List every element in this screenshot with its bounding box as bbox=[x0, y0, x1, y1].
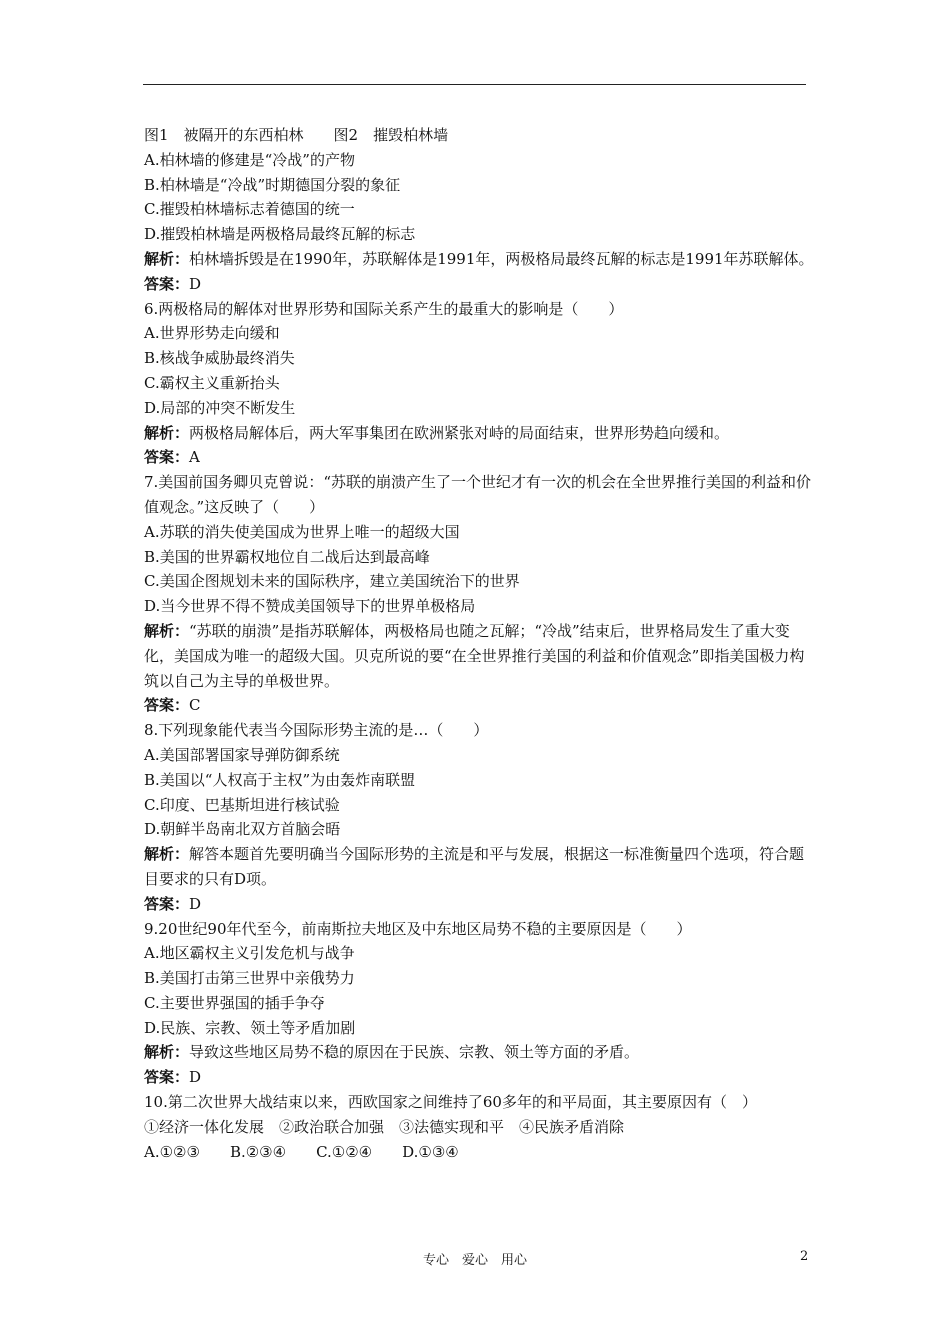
option-d: D.局部的冲突不断发生 bbox=[144, 398, 296, 417]
figure-caption: 图1 被隔开的东西柏林 图2 摧毁柏林墙 bbox=[144, 126, 449, 144]
question-8 bbox=[144, 718, 816, 916]
answer-label: 答案： bbox=[144, 448, 190, 467]
option-d: D.当今世界不得不赞成美国领导下的世界单极格局 bbox=[144, 597, 476, 616]
analysis bbox=[144, 247, 816, 272]
option-a: A.柏林墙的修建是“冷战”的产物 bbox=[144, 150, 355, 169]
question-6 bbox=[144, 297, 816, 471]
answer-value: D bbox=[189, 894, 202, 913]
option-d: D.朝鲜半岛南北双方首脑会晤 bbox=[144, 820, 341, 839]
option-b: B.美国以“人权高于主权”为由轰炸南联盟 bbox=[144, 770, 416, 789]
question-choices: A.①②③ B.②③④ C.①②④ D.①③④ bbox=[144, 1142, 459, 1161]
question-stem: 10.第二次世界大战结束以来，西欧国家之间维持了60多年的和平局面，其主要原因有（ ） bbox=[144, 1093, 757, 1112]
option-c: C.印度、巴基斯坦进行核试验 bbox=[144, 795, 340, 814]
analysis-label: 解析： bbox=[144, 1043, 190, 1062]
question-7 bbox=[144, 470, 816, 718]
answer bbox=[144, 1065, 816, 1090]
option-a: A.世界形势走向缓和 bbox=[144, 324, 280, 343]
answer-label: 答案： bbox=[144, 1068, 190, 1087]
analysis bbox=[144, 421, 816, 446]
analysis-label: 解析： bbox=[144, 423, 190, 442]
answer-value: C bbox=[189, 696, 201, 715]
answer bbox=[144, 892, 816, 917]
option-b: B.核战争威胁最终消失 bbox=[144, 349, 295, 368]
analysis bbox=[144, 842, 816, 892]
question-stem: 9.20世纪90年代至今，前南斯拉夫地区及中东地区局势不稳的主要原因是（ ） bbox=[144, 919, 692, 938]
option-c: C.美国企图规划未来的国际秩序，建立美国统治下的世界 bbox=[144, 572, 520, 591]
analysis bbox=[144, 619, 816, 693]
answer-label: 答案： bbox=[144, 894, 190, 913]
answer-value: D bbox=[189, 1068, 202, 1087]
option-b: B.美国打击第三世界中亲俄势力 bbox=[144, 969, 355, 988]
option-a: A.地区霸权主义引发危机与战争 bbox=[144, 944, 355, 963]
analysis bbox=[144, 1040, 816, 1065]
option-d: D.民族、宗教、领土等矛盾加剧 bbox=[144, 1018, 356, 1037]
option-b: B.美国的世界霸权地位自二战后达到最高峰 bbox=[144, 547, 430, 566]
question-stem: 6.两极格局的解体对世界形势和国际关系产生的最重大的影响是（ ） bbox=[144, 299, 624, 318]
header-rule bbox=[143, 84, 806, 85]
option-c: C.摧毁柏林墙标志着德国的统一 bbox=[144, 200, 355, 219]
option-c: C.霸权主义重新抬头 bbox=[144, 373, 280, 392]
question-stem: 7.美国前国务卿贝克曾说：“苏联的崩溃产生了一个世纪才有一次的机会在全世界推行美国的利益和价值观念。”这反映了（ ） bbox=[144, 473, 811, 516]
answer-value: D bbox=[189, 274, 202, 293]
analysis-label: 解析： bbox=[144, 621, 190, 640]
option-b: B.柏林墙是“冷战”时期德国分裂的象征 bbox=[144, 175, 401, 194]
answer-label: 答案： bbox=[144, 274, 190, 293]
answer bbox=[144, 693, 816, 718]
option-c: C.主要世界强国的插手争夺 bbox=[144, 993, 325, 1012]
question-10 bbox=[144, 1090, 816, 1164]
analysis-text: 柏林墙拆毁是在1990年，苏联解体是1991年，两极格局最终瓦解的标志是1991年苏联解体。 bbox=[189, 249, 814, 268]
question-items: ①经济一体化发展 ②政治联合加强 ③法德实现和平 ④民族矛盾消除 bbox=[144, 1117, 625, 1136]
option-d: D.摧毁柏林墙是两极格局最终瓦解的标志 bbox=[144, 225, 416, 244]
analysis-text: 解答本题首先要明确当今国际形势的主流是和平与发展，根据这一标准衡量四个选项，符合题目要求的只有D项。 bbox=[144, 845, 805, 888]
option-a: A.美国部署国家导弹防御系统 bbox=[144, 745, 340, 764]
answer bbox=[144, 445, 816, 470]
document-body bbox=[144, 123, 816, 1164]
question-stem: 8.下列现象能代表当今国际形势主流的是…（ ） bbox=[144, 721, 489, 740]
answer-value: A bbox=[189, 448, 200, 467]
question-5 bbox=[144, 148, 816, 297]
analysis-label: 解析： bbox=[144, 249, 190, 268]
answer-label: 答案： bbox=[144, 696, 190, 715]
question-9 bbox=[144, 917, 816, 1091]
page-number: 2 bbox=[800, 1249, 809, 1264]
analysis-text: “苏联的崩溃”是指苏联解体，两极格局也随之瓦解；“冷战”结束后，世界格局发生了重大变化，美国成为唯一的超级大国。贝克所说的要“在全世界推行美国的利益和价值观念”即指美国极力构筑以自己为主导的单极世界。 bbox=[144, 621, 805, 690]
option-a: A.苏联的消失使美国成为世界上唯一的超级大国 bbox=[144, 522, 460, 541]
analysis-text: 导致这些地区局势不稳的原因在于民族、宗教、领土等方面的矛盾。 bbox=[189, 1043, 640, 1062]
analysis-text: 两极格局解体后，两大军事集团在欧洲紧张对峙的局面结束，世界形势趋向缓和。 bbox=[189, 423, 730, 442]
analysis-label: 解析： bbox=[144, 845, 190, 864]
footer-slogan: 专心 爱心 用心 bbox=[422, 1253, 527, 1268]
answer bbox=[144, 272, 816, 297]
